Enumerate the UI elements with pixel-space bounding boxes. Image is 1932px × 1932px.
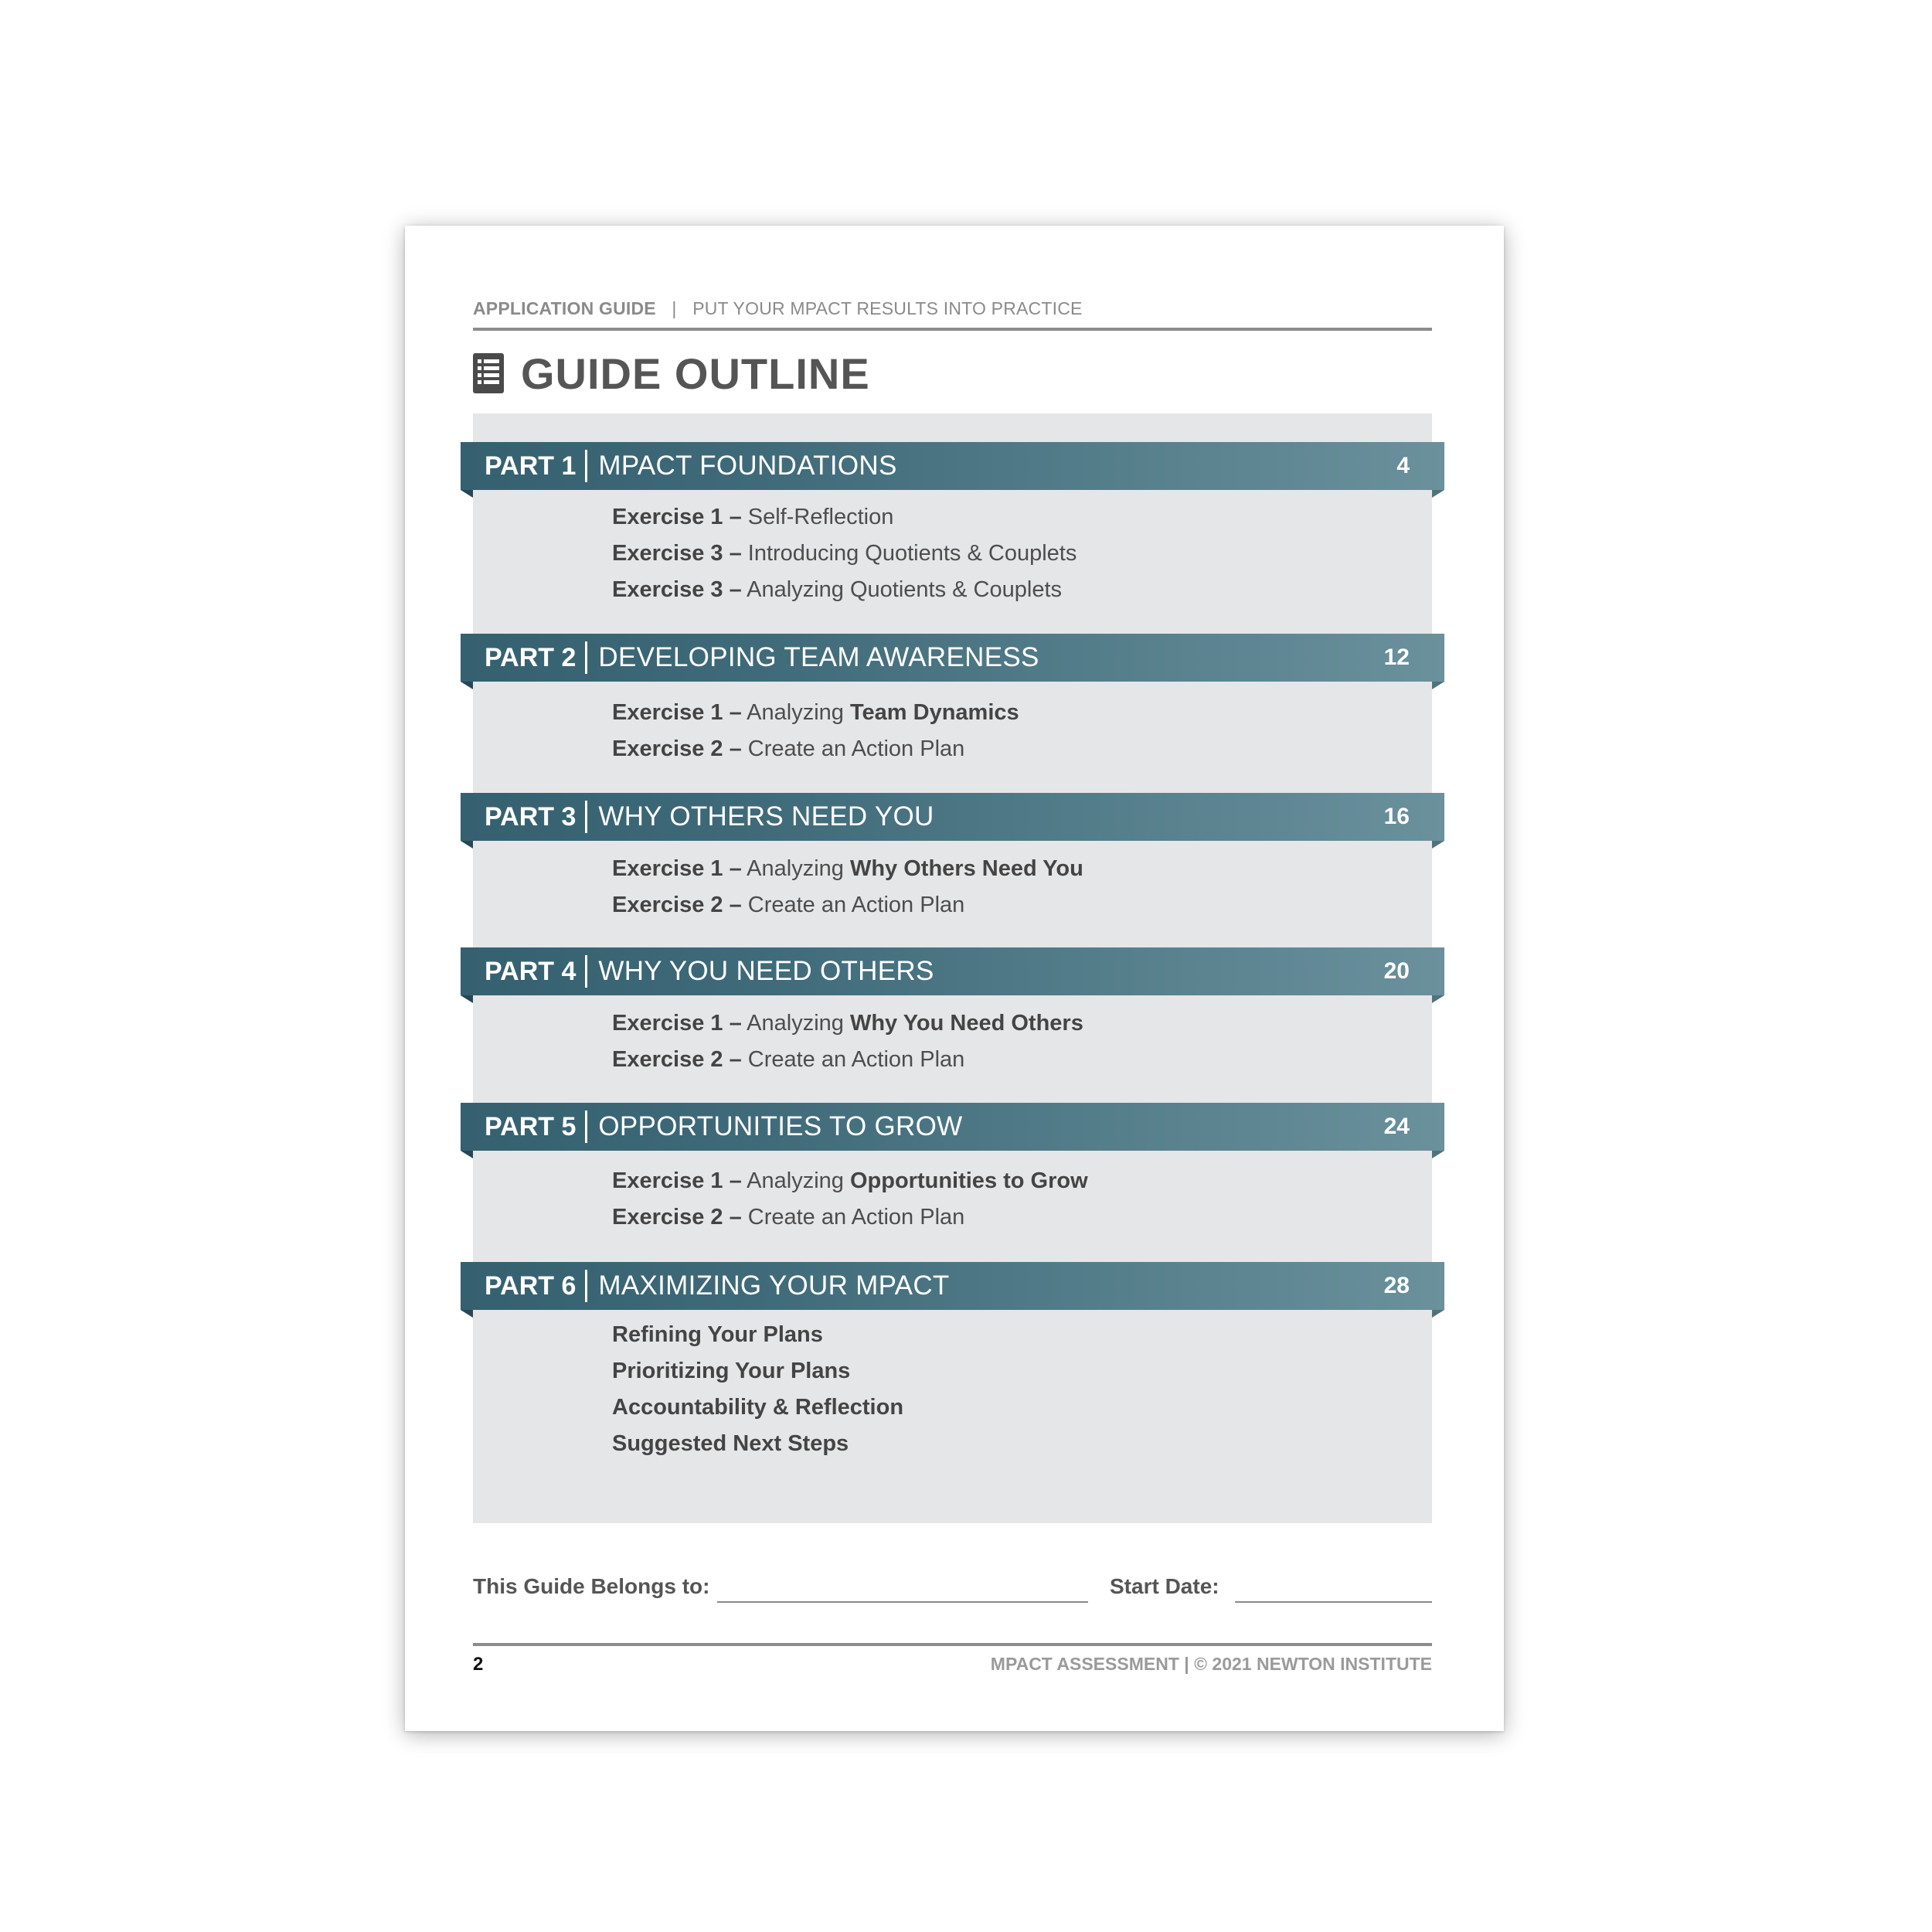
page-number: 2 bbox=[473, 1654, 484, 1675]
exercise-list bbox=[612, 1317, 903, 1462]
outline-panel bbox=[473, 413, 1432, 1523]
list-item: Exercise 1 – Analyzing Team Dynamics bbox=[612, 700, 1019, 725]
exercise-list bbox=[612, 1005, 1083, 1078]
list-item: Suggested Next Steps bbox=[612, 1431, 849, 1456]
start-date-label: Start Date: bbox=[1110, 1574, 1219, 1598]
running-header bbox=[473, 298, 1083, 319]
list-item: Exercise 1 – Analyzing Why Others Need You bbox=[612, 856, 1083, 881]
section-banner bbox=[461, 947, 1444, 995]
banner-fold-left bbox=[461, 841, 473, 849]
list-item: Exercise 2 – Create an Action Plan bbox=[612, 893, 965, 917]
list-item: Prioritizing Your Plans bbox=[612, 1359, 851, 1383]
section-banner bbox=[461, 1262, 1444, 1310]
section-banner bbox=[461, 1103, 1444, 1151]
part-number: PART 2 bbox=[485, 642, 577, 672]
banner-divider bbox=[585, 801, 587, 833]
section-title: MAXIMIZING YOUR MPACT bbox=[598, 1270, 950, 1301]
belongs-to-field[interactable] bbox=[717, 1601, 1088, 1603]
banner-divider bbox=[585, 1111, 587, 1143]
header-separator: | bbox=[672, 298, 677, 318]
banner-fold-right bbox=[1432, 1310, 1444, 1318]
section-title: WHY YOU NEED OTHERS bbox=[598, 956, 934, 986]
list-item: Exercise 2 – Create an Action Plan bbox=[612, 736, 965, 761]
section-page-number: 24 bbox=[1383, 1114, 1410, 1139]
part-number: PART 5 bbox=[485, 1111, 577, 1141]
section-banner bbox=[461, 634, 1444, 682]
exercise-list bbox=[612, 1163, 1088, 1236]
part-number: PART 3 bbox=[485, 801, 577, 832]
list-item: Refining Your Plans bbox=[612, 1322, 823, 1347]
list-item: Exercise 1 – Analyzing Why You Need Others bbox=[612, 1011, 1083, 1036]
section-title: MPACT FOUNDATIONS bbox=[598, 451, 897, 481]
banner-fold-left bbox=[461, 682, 473, 689]
section-page-number: 16 bbox=[1383, 804, 1410, 829]
section-banner bbox=[461, 793, 1444, 841]
banner-fold-right bbox=[1432, 1151, 1444, 1158]
banner-fold-left bbox=[461, 1151, 473, 1158]
section-page-number: 12 bbox=[1383, 645, 1410, 670]
list-document-icon bbox=[473, 353, 504, 393]
banner-fold-left bbox=[461, 490, 473, 498]
list-item: Exercise 2 – Create an Action Plan bbox=[612, 1047, 965, 1072]
banner-fold-left bbox=[461, 1310, 473, 1318]
belongs-to-label: This Guide Belongs to: bbox=[473, 1574, 710, 1598]
list-item: Exercise 3 – Analyzing Quotients & Couplets bbox=[612, 577, 1063, 602]
section-title: OPPORTUNITIES TO GROW bbox=[598, 1111, 963, 1141]
banner-fold-right bbox=[1432, 841, 1444, 849]
list-item: Exercise 1 – Analyzing Opportunities to Grow bbox=[612, 1168, 1088, 1193]
exercise-list bbox=[612, 499, 1077, 608]
section-page-number: 20 bbox=[1383, 958, 1410, 984]
banner-divider bbox=[585, 955, 587, 988]
part-number: PART 6 bbox=[485, 1270, 577, 1301]
section-title: DEVELOPING TEAM AWARENESS bbox=[598, 642, 1039, 672]
banner-divider bbox=[585, 1270, 587, 1302]
header-guide-label: APPLICATION GUIDE bbox=[473, 298, 656, 318]
part-number: PART 4 bbox=[485, 956, 577, 986]
start-date-field[interactable] bbox=[1235, 1601, 1432, 1603]
list-item: Exercise 2 – Create an Action Plan bbox=[612, 1205, 965, 1230]
list-item: Accountability & Reflection bbox=[612, 1395, 904, 1420]
list-item: Exercise 3 – Introducing Quotients & Couplets bbox=[612, 541, 1077, 566]
section-title: WHY OTHERS NEED YOU bbox=[598, 801, 934, 832]
section-page-number: 4 bbox=[1396, 453, 1410, 478]
banner-divider bbox=[585, 641, 587, 674]
list-item: Exercise 1 – Self-Reflection bbox=[612, 505, 894, 529]
banner-fold-left bbox=[461, 995, 473, 1003]
exercise-list bbox=[612, 695, 1019, 767]
part-number: PART 1 bbox=[485, 451, 577, 481]
page-title: GUIDE OUTLINE bbox=[521, 349, 870, 398]
section-page-number: 28 bbox=[1383, 1273, 1410, 1298]
section-banner bbox=[461, 442, 1444, 490]
banner-fold-right bbox=[1432, 682, 1444, 689]
title-row bbox=[473, 346, 870, 400]
banner-fold-right bbox=[1432, 995, 1444, 1003]
footer-rule bbox=[473, 1643, 1432, 1646]
copyright-text: MPACT ASSESSMENT | © 2021 NEWTON INSTITUTE bbox=[990, 1654, 1432, 1674]
document-page bbox=[405, 226, 1504, 1731]
header-subtitle: PUT YOUR MPACT RESULTS INTO PRACTICE bbox=[692, 298, 1083, 318]
exercise-list bbox=[612, 851, 1083, 923]
header-rule bbox=[473, 328, 1432, 331]
banner-fold-right bbox=[1432, 490, 1444, 498]
banner-divider bbox=[585, 450, 587, 482]
